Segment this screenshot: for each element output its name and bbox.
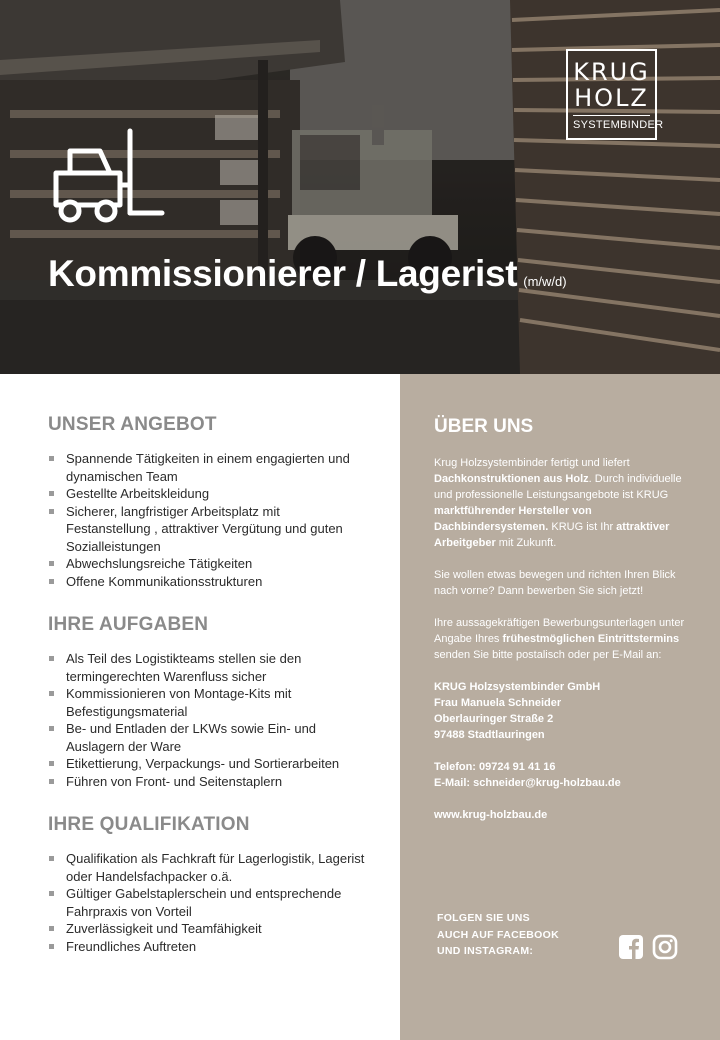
job-title-suffix: (m/w/d) [523, 274, 567, 289]
list-item: Etikettierung, Verpackungs- und Sortierarbeiten [48, 755, 368, 773]
contact-email-link[interactable]: E-Mail: schneider@krug-holzbau.de [434, 777, 621, 789]
offer-heading: UNSER ANGEBOT [48, 414, 217, 435]
list-item: Freundliches Auftreten [48, 938, 368, 956]
contact-web [434, 807, 696, 823]
about-call-to-action: Sie wollen etwas bewegen und richten Ihren Blick nach vorne? Dann bewerben Sie sich jetzt! [434, 569, 676, 597]
offer-section [48, 414, 368, 590]
list-item: Gestellte Arbeitskleidung [48, 485, 368, 503]
list-item: Führen von Front- und Seitenstaplern [48, 773, 368, 791]
list-item: Qualifikation als Fachkraft für Lagerlogistik, Lagerist oder Handelsfachpacker o.ä. [48, 850, 368, 885]
hero-banner [0, 0, 720, 374]
logo-line-systembinder: SYSTEMBINDER [573, 115, 650, 131]
list-item: Kommissionieren von Montage-Kits mit Befestigungsmaterial [48, 685, 368, 720]
about-heading: ÜBER UNS [434, 416, 534, 437]
list-item: Sicherer, langfristiger Arbeitsplatz mit Festanstellung , attraktiver Vergütung und guten Sozialleistungen [48, 503, 368, 556]
offer-list [48, 450, 368, 590]
contact-phone-email [434, 759, 696, 791]
facebook-icon[interactable] [618, 934, 644, 960]
job-title [48, 253, 567, 295]
forklift-icon [48, 125, 168, 225]
about-intro: Krug Holzsystembinder fertigt und liefert Dachkonstruktionen aus Holz. Durch individuelle und professionelle Leistungsangebote ist KRUG marktführender Hersteller von Dachbindersystemen. KRUG ist Ihr attraktiver Arbeitgeber mit Zukunft. [434, 457, 682, 549]
social-links [618, 934, 678, 960]
list-item: Spannende Tätigkeiten in einem engagierten und dynamischen Team [48, 450, 368, 485]
list-item: Zuverlässigkeit und Teamfähigkeit [48, 920, 368, 938]
contact-street: Oberlauringer Straße 2 [434, 713, 554, 725]
tasks-list [48, 650, 368, 790]
contact-company: KRUG Holzsystembinder GmbH [434, 681, 601, 693]
about-body [434, 455, 696, 839]
contact-phone: Telefon: 09724 91 41 16 [434, 761, 556, 773]
job-details [48, 414, 368, 979]
follow-us-text: FOLGEN SIE UNS AUCH AUF FACEBOOK UND INSTAGRAM: [437, 912, 559, 957]
contact-address [434, 679, 696, 743]
logo-line-holz: HOLZ [574, 84, 649, 112]
tasks-section [48, 614, 368, 790]
qualification-section [48, 814, 368, 955]
instagram-icon[interactable] [652, 934, 678, 960]
logo-line-krug: KRUG [573, 58, 650, 86]
about-application-info: Ihre aussagekräftigen Bewerbungsunterlagen unter Angabe Ihres frühestmöglichen Eintrittstermins senden Sie bitte postalisch oder per E-Mail an: [434, 617, 685, 661]
about-panel [400, 374, 720, 1040]
list-item: Gültiger Gabelstaplerschein und entsprechende Fahrpraxis von Vorteil [48, 885, 368, 920]
list-item: Offene Kommunikationsstrukturen [48, 573, 368, 591]
contact-person: Frau Manuela Schneider [434, 697, 562, 709]
company-logo [566, 49, 664, 140]
list-item: Als Teil des Logistikteams stellen sie den termingerechten Warenfluss sicher [48, 650, 368, 685]
contact-city: 97488 Stadtlauringen [434, 729, 545, 741]
list-item: Be- und Entladen der LKWs sowie Ein- und Auslagern der Ware [48, 720, 368, 755]
tasks-heading: IHRE AUFGABEN [48, 614, 209, 635]
list-item: Abwechslungsreiche Tätigkeiten [48, 555, 368, 573]
website-link[interactable]: www.krug-holzbau.de [434, 809, 548, 821]
qualification-list [48, 850, 368, 955]
qualification-heading: IHRE QUALIFIKATION [48, 814, 250, 835]
job-title-text: Kommissionierer / Lagerist [48, 253, 518, 294]
